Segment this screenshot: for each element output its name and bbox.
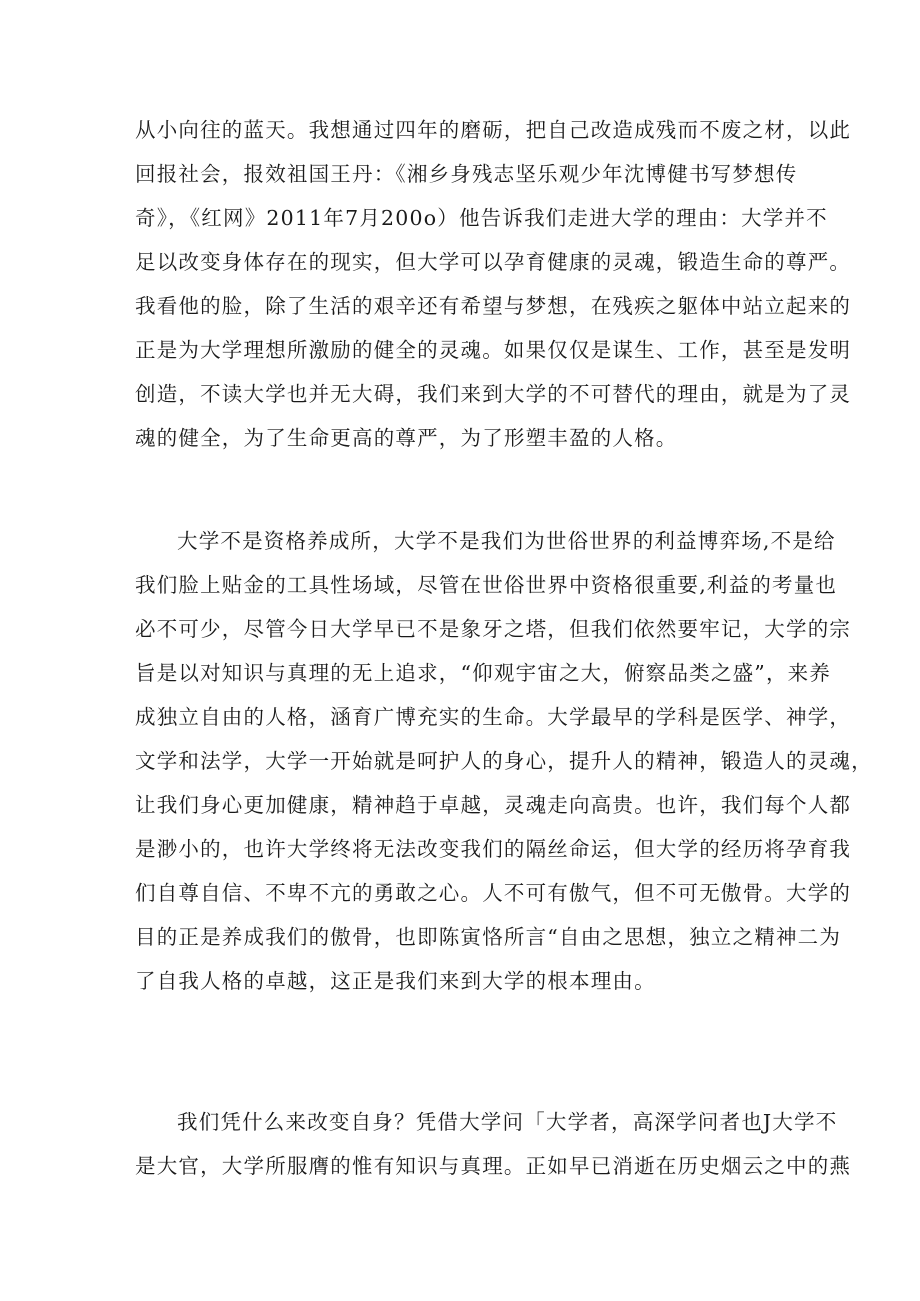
text-line: 们自尊自信、不卑不亢的勇敢之心。人不可有傲气，但不可无傲骨。大学的 xyxy=(135,881,852,905)
text-line: 是大官，大学所服膺的惟有知识与真理。正如早已消逝在历史烟云之中的燕 xyxy=(135,1154,852,1178)
text-line: 我们脸上贴金的工具性场域，尽管在世俗世界中资格很重要,利益的考量也 xyxy=(135,573,838,597)
text-line: 成独立自由的人格，涵育广博充实的生命。大学最早的学科是医学、神学， xyxy=(135,705,852,729)
text-line: 目的正是养成我们的傲骨，也即陈寅恪所言“自由之思想，独立之精神二为 xyxy=(135,925,842,949)
text-line: 旨是以对知识与真理的无上追求，“仰观宇宙之大，俯察品类之盛”，来养 xyxy=(135,661,832,685)
text-line: 创造，不读大学也并无大碍，我们来到大学的不可替代的理由，就是为了灵 xyxy=(135,382,852,406)
text-line: 了自我人格的卓越，这正是我们来到大学的根本理由。 xyxy=(135,969,656,993)
text-line: 必不可少，尽管今日大学早已不是象牙之塔，但我们依然要牢记，大学的宗 xyxy=(135,617,852,641)
text-line: 足以改变身体存在的现实，但大学可以孕育健康的灵魂，锻造生命的尊严。 xyxy=(135,250,852,274)
text-line: 正是为大学理想所激励的健全的灵魂。如果仅仅是谋生、工作，甚至是发明 xyxy=(135,338,852,362)
text-line: 魂的健全，为了生命更高的尊严，为了形塑丰盈的人格。 xyxy=(135,426,678,450)
text-line: 文学和法学，大学一开始就是呵护人的身心，提升人的精神，锻造人的灵魂， xyxy=(135,749,873,773)
text-line: 我看他的脸，除了生活的艰辛还有希望与梦想，在残疾之躯体中站立起来的 xyxy=(135,294,852,318)
text-line: 让我们身心更加健康，精神趋于卓越，灵魂走向高贵。也许，我们每个人都 xyxy=(135,793,852,817)
paragraph-2 xyxy=(135,519,873,1003)
text-line: 回报社会，报效祖国王丹：《湘乡身残志坚乐观少年沈博健书写梦想传 xyxy=(135,162,798,186)
paragraph-3 xyxy=(135,1100,852,1188)
text-line: 是渺小的，也许大学终将无法改变我们的隔丝命运，但大学的经历将孕育我 xyxy=(135,837,852,861)
text-line: 从小向往的蓝天。我想通过四年的磨砺，把自己改造成残而不废之材，以此 xyxy=(135,118,852,142)
paragraph-1 xyxy=(135,108,852,460)
text-line: 奇》，《红网》2011年7月200o）他告诉我们走进大学的理由：大学并不 xyxy=(135,206,828,230)
text-line: 我们凭什么来改变自身？凭借大学问「大学者，高深学问者也J大学不 xyxy=(177,1110,838,1134)
text-line: 大学不是资格养成所，大学不是我们为世俗世界的利益博弈场,不是给 xyxy=(177,529,836,553)
